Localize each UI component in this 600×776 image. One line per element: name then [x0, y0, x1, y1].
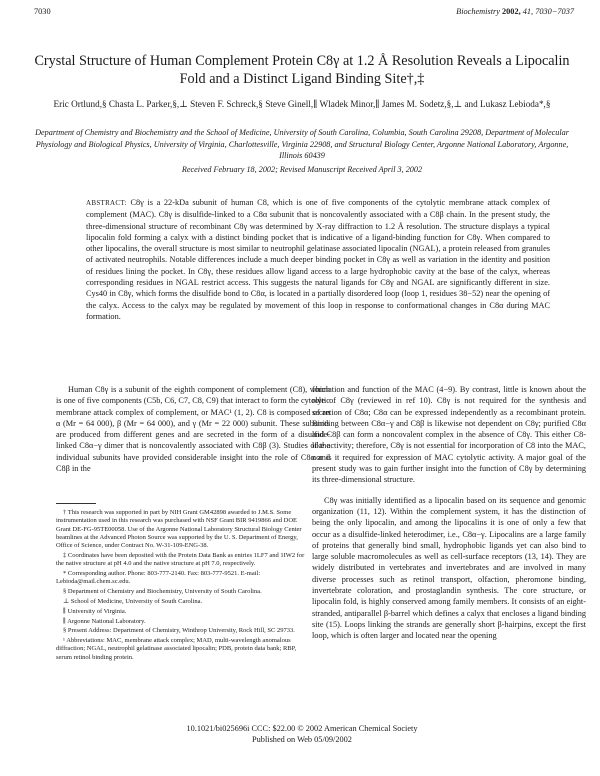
body-column-right [312, 384, 586, 642]
footnote: ∥ University of Virginia. [63, 607, 127, 615]
footnote: ⊥ School of Medicine, University of South Carolina. [63, 597, 203, 605]
journal-pages: 7030−7037 [535, 7, 574, 16]
journal-name: Biochemistry [456, 7, 500, 16]
footnote-divider [56, 503, 96, 504]
running-header [34, 7, 574, 21]
journal-volume: 41, [522, 7, 534, 16]
body-paragraph: formation and function of the MAC (4−9). By contrast, little is known about the role of C8γ (reviewed in ref 10). C8γ is not required for the synthesis and secretion of C8α; C8α can be expressed independently as a recombinant protein. Binding between C8α−γ and C8β is likewise not dependent on C8γ; purified C8α and C8β can form a noncovalent complex in the absence of C8γ. This either C8-like activity; therefore, C8γ is not essential for incorporation of C8 into the MAC, nor is it required for expression of MAC cytolytic activity. A major goal of the present study was to gain further insight into the function of C8γ by determining its three-dimensional structure. [312, 385, 586, 485]
footnote: § Department of Chemistry and Biochemistry, University of South Carolina. [63, 588, 262, 596]
journal-year: 2002, [502, 7, 521, 16]
journal-citation [456, 7, 574, 16]
footnote: ¹ Abbreviations: MAC, membrane attack complex; MAD, multi-wavelength anomalous diffraction; NGAL, neutrophil gelatinase associated lipocalin; PDB, protein data bank; RBP, serum retinol binding protein. [56, 637, 297, 661]
footnote: § Present Address: Department of Chemistry, Winthrop University, Rock Hill, SC 29733. [63, 627, 295, 635]
doi-line: 10.1021/bi025696i CCC: $22.00 © 2002 American Chemical Society [186, 724, 418, 733]
abstract [86, 197, 550, 322]
paper-title: Crystal Structure of Human Complement Protein C8γ at 1.2 Å Resolution Reveals a Lipocalin Fold and a Distinct Ligand Binding Site†,‡ [34, 53, 570, 87]
footnote: * Corresponding author. Phone: 803-777-2140. Fax: 803-777-9521. E-mail: Lebioda@mail.chem.sc.edu. [56, 570, 261, 586]
footnote: ∥ Argonne National Laboratory. [63, 617, 146, 625]
author-list: Eric Ortlund,§ Chasta L. Parker,§,⊥ Steven F. Schreck,§ Steve Ginell,∥ Wladek Minor,∥ James M. Sodetz,§,⊥ and Lukasz Lebioda*,§ [53, 99, 551, 109]
page-number: 7030 [34, 7, 51, 16]
body-paragraph: Human C8γ is a subunit of the eighth component of complement (C8), which is one of five components (C5b, C6, C7, C8, C9) that interact to form the cytolytic membrane attack complex of complement, or MAC¹ (1, 2). C8 is composed of an α (Mr = 64 000), β (Mr = 64 000), and γ (Mr = 22 000) subunit. These subunits are produced from different genes and are secreted in the form of a disulfide-linked C8α−γ dimer that is noncovalently associated with C8β (3). Studies of the individual subunits have provided considerable insight into the role of C8α and C8β in the [56, 385, 330, 474]
footnote: ‡ Coordinates have been deposited with the Protein Data Bank as entries 1LF7 and 1IW2 for the native structure at pH 4.0 and the native structure at pH 7.0, respectively. [56, 551, 305, 568]
abstract-label: ABSTRACT: [86, 199, 127, 207]
affiliations: Department of Chemistry and Biochemistry and the School of Medicine, University of South Carolina, Columbia, South Carolina 29208, Department of Molecular Physiology and Biological Physics, University of Virginia, Charlottesville, Virginia 22908, and Structural Biology Center, Argonne National Laboratory, Argonne, Illinois 60439 [35, 128, 569, 160]
abstract-text: C8γ is a 22-kDa subunit of human C8, which is one of five components of the cytolytic membrane attack complex of complement (MAC). C8γ is disulfide-linked to a C8α subunit that is noncovalently associated with a C8β chain. In the present study, the three-dimensional structure of recombinant C8γ was determined by X-ray diffraction to 1.2 Å resolution. The structure displays a typical lipocalin fold forming a calyx with a distinct binding pocket that is indicative of a ligand-binding function for C8γ. When compared to other lipocalins, the overall structure is most similar to neutrophil gelatinase associated lipocalin (NGAL), a protein released from granules of activated neutrophils. Notable differences include a much deeper binding pocket in C8γ as well as variation in the identity and position of residues lining the pocket. In C8γ, these residues allow ligand access to a large hydrophobic cavity at the base of the calyx, whereas corresponding residues in NGAL restrict access. This suggests the natural ligands for C8γ and NGAL are significantly different in size. Cys40 in C8γ, which forms the disulfide bond to C8α, is located in a partially disordered loop (loop 1, residues 38−52) near the opening of the calyx. Access to the calyx may be regulated by movement of this loop in response to conformational changes in C8α during MAC formation. [86, 198, 550, 321]
body-column-left [56, 384, 330, 474]
footnotes [56, 509, 310, 664]
page-footer [30, 723, 574, 745]
publication-date: Published on Web 05/09/2002 [252, 735, 352, 744]
footnote: † This research was supported in part by NIH Grant GM42898 awarded to J.M.S. Some instrumentation used in this research was purchased with NSF Grant BIR 9419866 and DOE Grant DE-FG-95TE00058. Use of the Argonne National Laboratory Structural Biology Center beamlines at the Advanced Photon Source was supported by the U. S. Department of Energy, Office of Science, under Contract No. W-31-109-ENG-38. [56, 509, 302, 550]
received-dates: Received February 18, 2002; Revised Manuscript Received April 3, 2002 [181, 165, 423, 174]
body-paragraph: C8γ was initially identified as a lipocalin based on its sequence and genomic organization (11, 12). Within the complement system, it has the distinction of being the only lipocalin, and among the lipocalins it is one of only a few that occur as a disulfide-linked heterodimer, i.e., C8α−γ. Lipocalins are a large family of proteins that generally bind small, hydrophobic ligands yet can also bind to large soluble macromolecules as well as cell-surface receptors (13, 14). They are widely distributed in vertebrates and invertebrates and are involved in many diverse processes such as retinol transport, olfaction, pheromone binding, invertebrate coloration, and prostaglandin synthesis. The core structure, or lipocalin fold, is highly conserved among family members. It consists of an eight-stranded, antiparallel β-barrel which defines a calyx that encloses a ligand binding site (15). Loops linking the strands are generally short β-hairpins, except the first loop, which is often larger and located near the opening [312, 495, 586, 641]
